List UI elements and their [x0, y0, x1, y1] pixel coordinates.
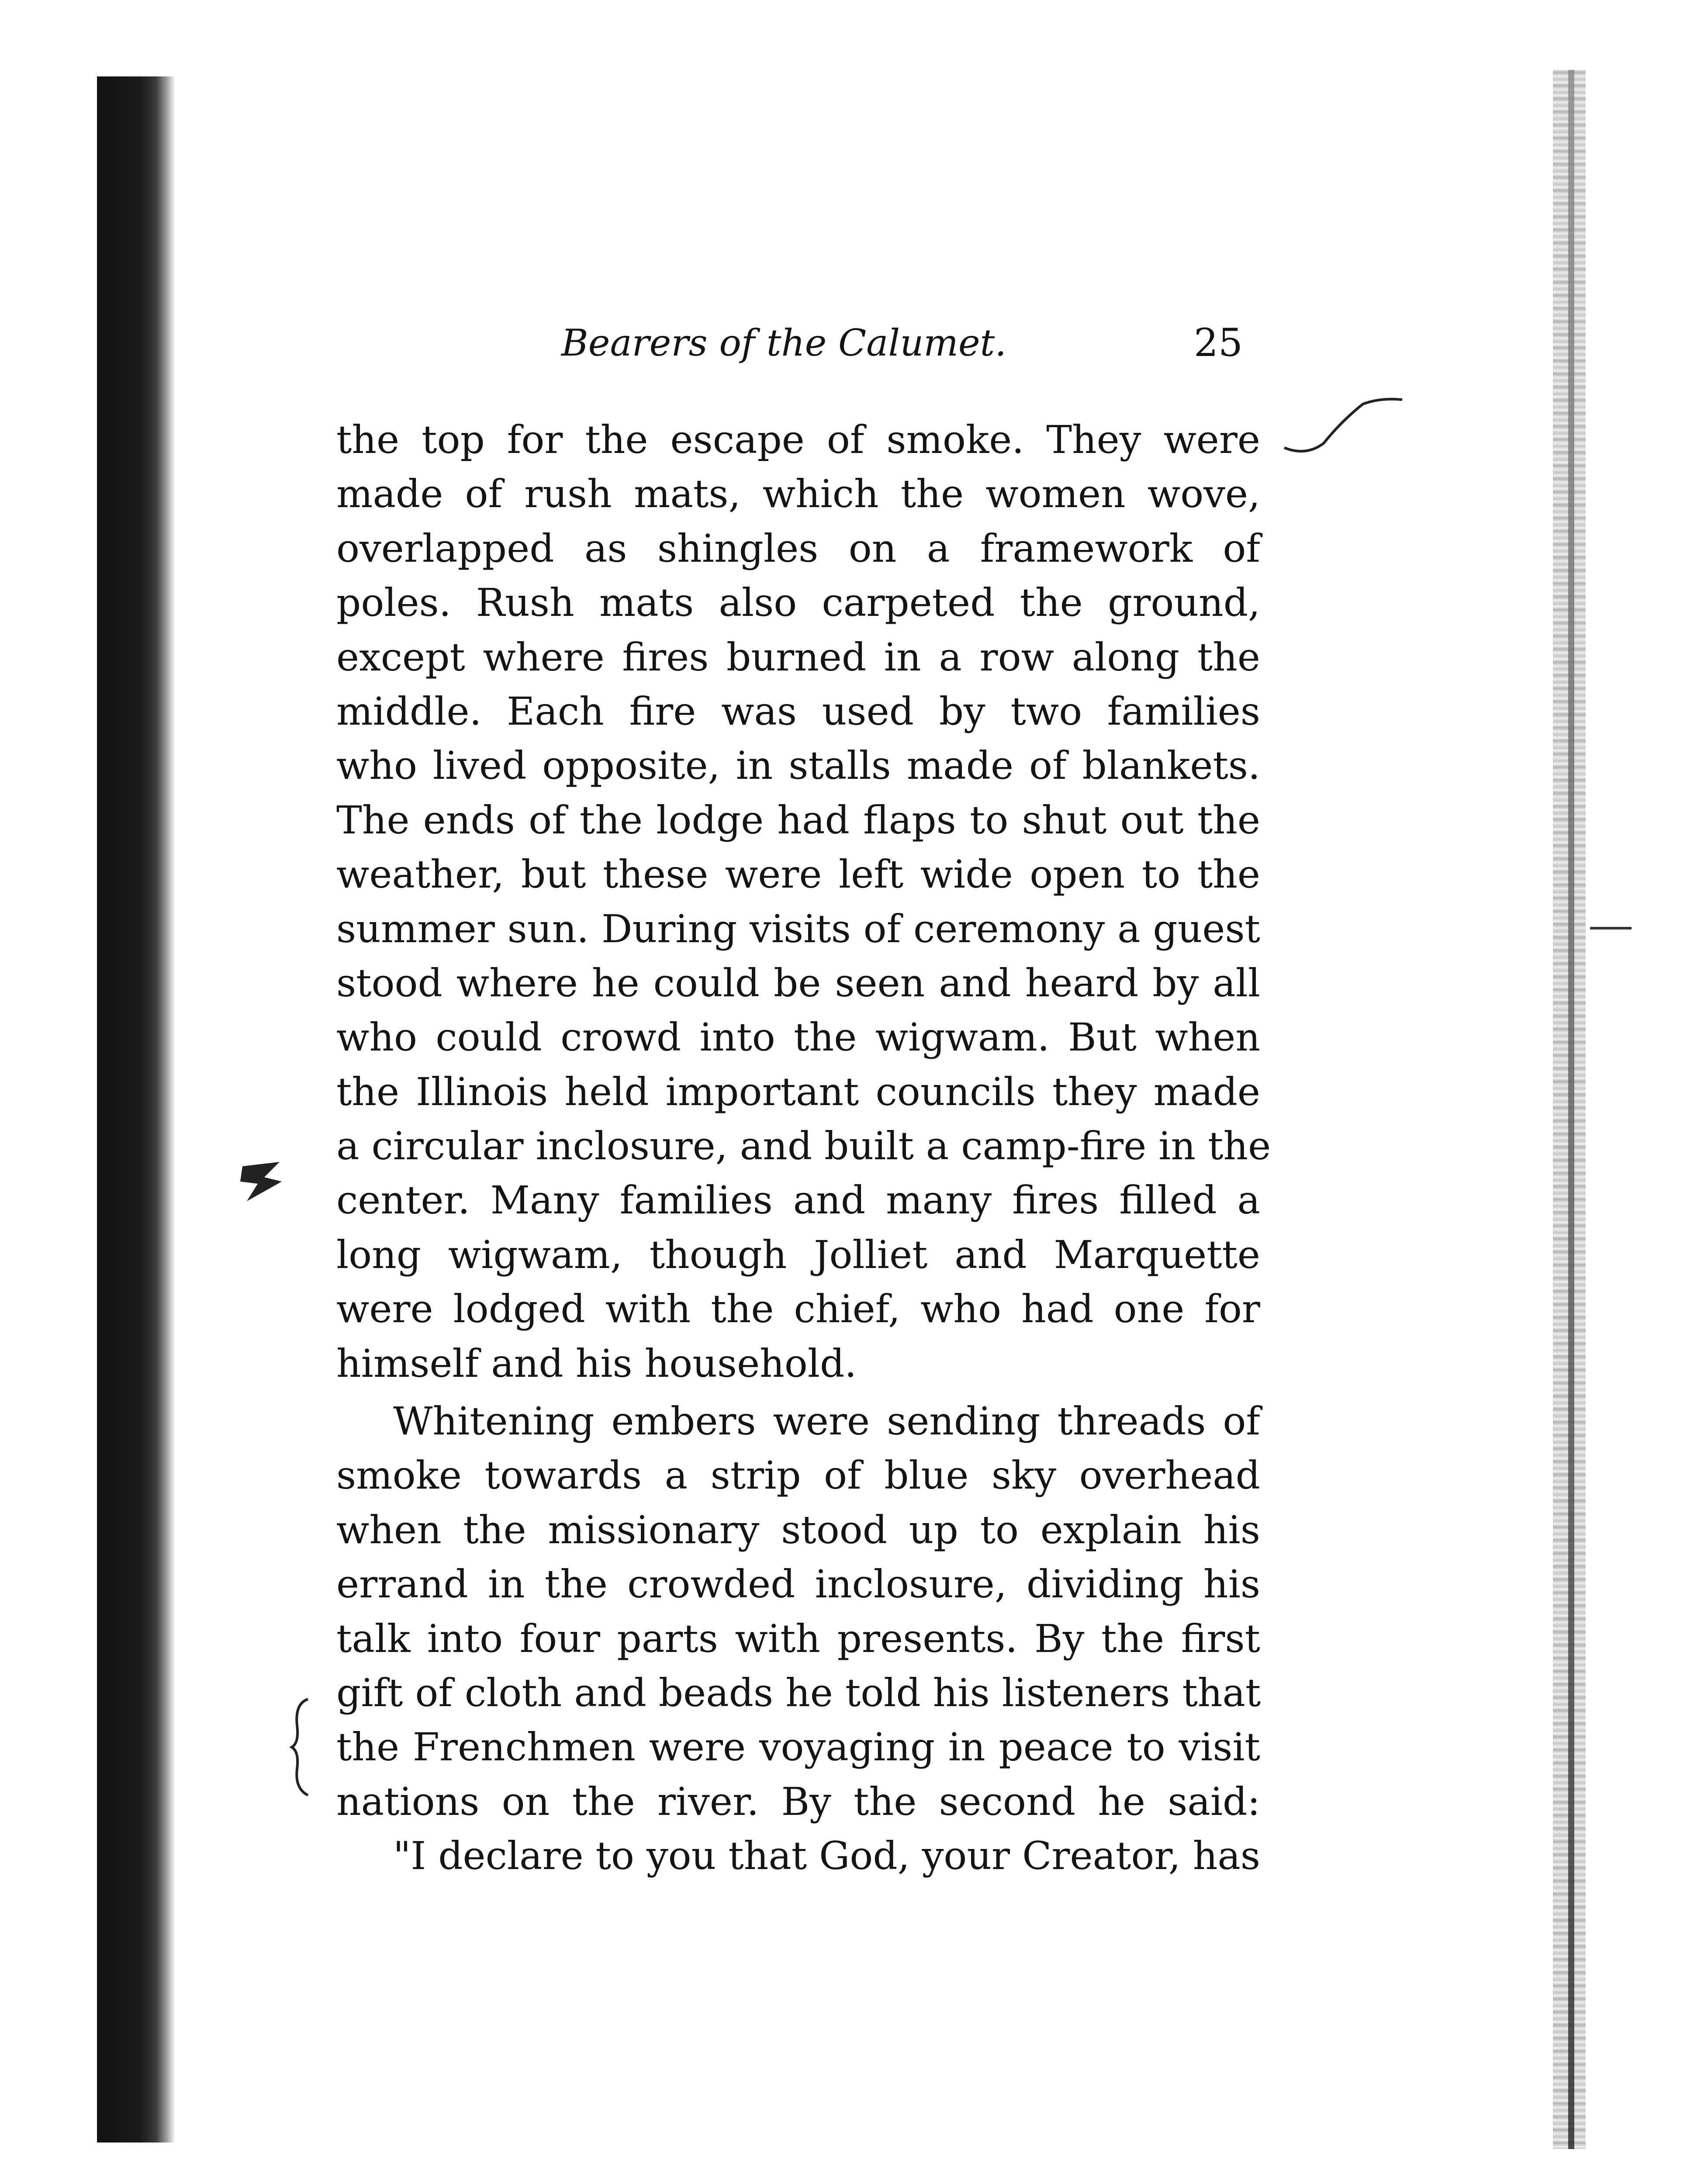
- text-line: poles. Rush mats also carpeted the ground,: [336, 580, 1260, 625]
- text-line: middle. Each fire was used by two families: [336, 688, 1260, 734]
- page-number: 25: [1194, 320, 1243, 365]
- text-line: who could crowd into the wigwam. But when: [336, 1015, 1260, 1060]
- text-line: himself and his household.: [336, 1341, 857, 1386]
- text-line: long wigwam, though Jolliet and Marquette: [336, 1232, 1260, 1277]
- text-line: the Frenchmen were voyaging in peace to visit: [336, 1724, 1260, 1770]
- text-line: The ends of the lodge had flaps to shut out the: [336, 797, 1260, 843]
- text-line: center. Many families and many fires filled a: [336, 1178, 1260, 1223]
- text-line: stood where he could be seen and heard by all: [336, 960, 1260, 1006]
- scan-gutter-shadow: [1568, 70, 1574, 2149]
- text-line: Whitening embers were sending threads of: [393, 1399, 1260, 1444]
- page-header: [561, 317, 1243, 373]
- margin-tick-mark: [1590, 927, 1632, 930]
- text-line: except where fires burned in a row along the: [336, 634, 1260, 680]
- scan-left-edge: [97, 76, 176, 2143]
- paragraph: [336, 1829, 1260, 1883]
- margin-fleuron-icon: [238, 1158, 286, 1206]
- text-line: talk into four parts with presents. By the first: [336, 1616, 1260, 1661]
- text-line: errand in the crowded inclosure, dividing his: [336, 1562, 1260, 1607]
- paragraph: [336, 1394, 1260, 1829]
- paragraph-gap: [336, 1391, 1260, 1394]
- margin-bracket-mark: [288, 1695, 315, 1800]
- text-line: "I declare to you that God, your Creator, has: [393, 1833, 1261, 1879]
- body-text: [336, 413, 1271, 1883]
- text-line: the Illinois held important councils they made: [336, 1069, 1260, 1114]
- text-line: summer sun. During visits of ceremony a guest: [336, 906, 1260, 951]
- text-line: made of rush mats, which the women wove,: [336, 471, 1260, 517]
- text-line: the top for the escape of smoke. They were: [336, 417, 1260, 462]
- text-line: overlapped as shingles on a framework of: [336, 525, 1260, 571]
- paragraph: [336, 413, 1271, 1391]
- margin-curve-mark: [1276, 395, 1407, 465]
- text-line: were lodged with the chief, who had one for: [336, 1286, 1260, 1332]
- text-line: a circular inclosure, and built a camp-fire in the: [336, 1123, 1271, 1169]
- running-head: Bearers of the Calumet.: [561, 321, 1007, 364]
- text-line: smoke towards a strip of blue sky overhead: [336, 1453, 1260, 1498]
- text-line: who lived opposite, in stalls made of blankets.: [336, 743, 1260, 788]
- text-line: when the missionary stood up to explain his: [336, 1507, 1260, 1552]
- text-line: weather, but these were left wide open to the: [336, 852, 1260, 897]
- text-line: nations on the river. By the second he said:: [336, 1779, 1260, 1824]
- text-line: gift of cloth and beads he told his listeners that: [336, 1670, 1261, 1715]
